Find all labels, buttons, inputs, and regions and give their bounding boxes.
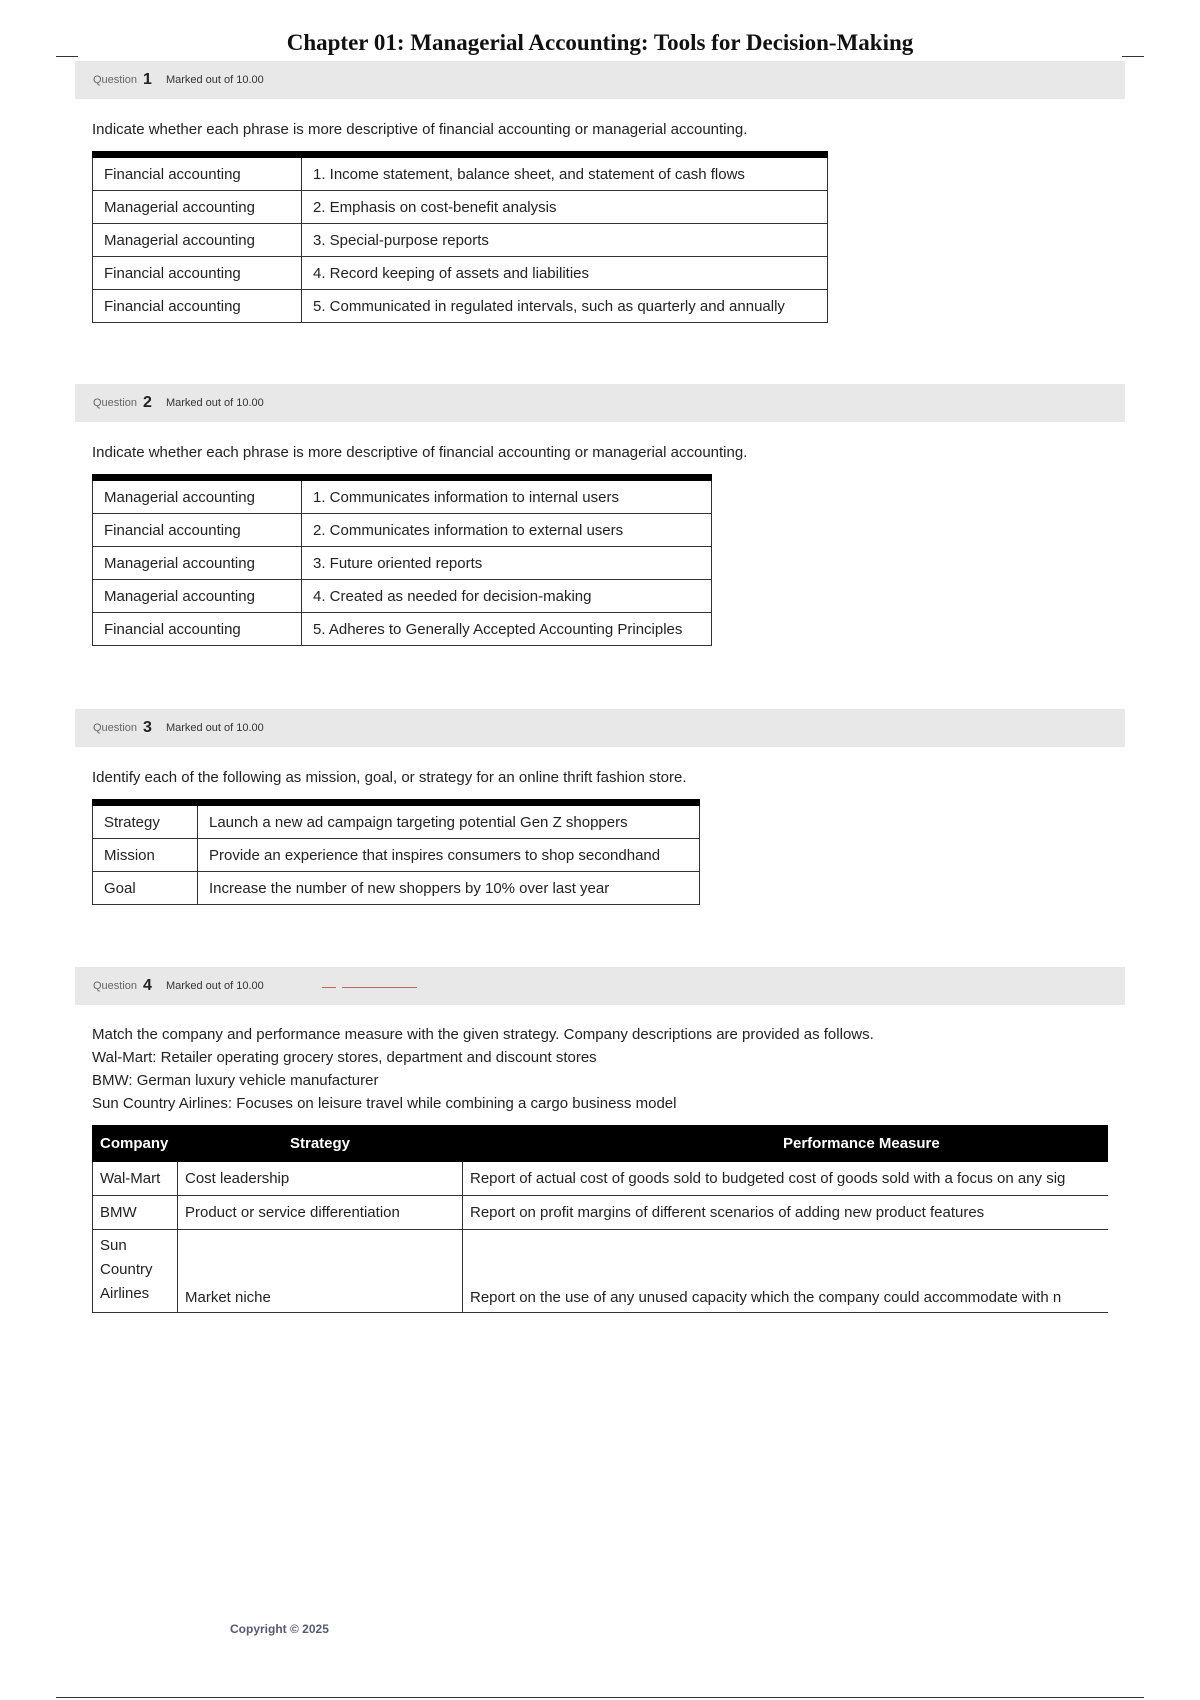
match-table-container[interactable] xyxy=(92,1125,1108,1313)
footer-rule xyxy=(56,1697,1144,1698)
answer-cell[interactable]: Goal xyxy=(93,872,198,905)
measure-cell[interactable]: Report of actual cost of goods sold to budgeted cost of goods sold with a focus on any sig xyxy=(463,1162,1109,1196)
table-row xyxy=(93,155,828,191)
answer-cell[interactable]: Managerial accounting xyxy=(93,191,302,224)
phrase-cell: 4. Record keeping of assets and liabilities xyxy=(302,257,828,290)
answer-cell[interactable]: Financial accounting xyxy=(93,290,302,323)
table-row xyxy=(93,224,828,257)
strategy-cell: Market niche xyxy=(178,1230,463,1313)
match-table xyxy=(92,1125,1108,1313)
phrase-cell: 2. Emphasis on cost-benefit analysis xyxy=(302,191,828,224)
prompt-line: Sun Country Airlines: Focuses on leisure travel while combining a cargo business model xyxy=(92,1095,677,1112)
table-row xyxy=(93,191,828,224)
phrase-cell: Provide an experience that inspires consumers to shop secondhand xyxy=(198,839,700,872)
phrase-cell: 5. Communicated in regulated intervals, such as quarterly and annually xyxy=(302,290,828,323)
table-row xyxy=(93,1196,1109,1230)
phrase-cell: Launch a new ad campaign targeting potential Gen Z shoppers xyxy=(198,803,700,839)
table-row xyxy=(93,872,700,905)
prompt-line: Wal-Mart: Retailer operating grocery stores, department and discount stores xyxy=(92,1049,597,1066)
column-header-company: Company xyxy=(93,1126,178,1162)
answer-cell[interactable]: Managerial accounting xyxy=(93,478,302,514)
answer-cell[interactable]: Strategy xyxy=(93,803,198,839)
table-row xyxy=(93,547,712,580)
question-prompt: Indicate whether each phrase is more descriptive of financial accounting or managerial accounting. xyxy=(92,121,748,138)
answer-cell[interactable]: Managerial accounting xyxy=(93,547,302,580)
table-row xyxy=(93,613,712,646)
strategy-cell: Product or service differentiation xyxy=(178,1196,463,1230)
phrase-cell: Increase the number of new shoppers by 10% over last year xyxy=(198,872,700,905)
question-header xyxy=(75,384,1125,422)
phrase-cell: 3. Future oriented reports xyxy=(302,547,712,580)
table-row xyxy=(93,257,828,290)
document-title: Chapter 01: Managerial Accounting: Tools for Decision-Making xyxy=(286,30,914,55)
column-header-measure: Performance Measure xyxy=(463,1126,1109,1162)
phrase-cell: 1. Income statement, balance sheet, and statement of cash flows xyxy=(302,155,828,191)
phrase-cell: 2. Communicates information to external users xyxy=(302,514,712,547)
measure-cell[interactable]: Report on the use of any unused capacity which the company could accommodate with n xyxy=(463,1230,1109,1313)
question-header xyxy=(75,967,1125,1005)
question-prompt xyxy=(92,1023,1125,1115)
table-row xyxy=(93,478,712,514)
column-header-strategy: Strategy xyxy=(178,1126,463,1162)
question-prompt: Identify each of the following as mission, goal, or strategy for an online thrift fashion store. xyxy=(92,769,687,786)
question-number: 1 xyxy=(143,71,152,88)
answer-cell[interactable]: Financial accounting xyxy=(93,257,302,290)
table-row xyxy=(93,580,712,613)
company-cell[interactable]: Sun Country Airlines xyxy=(93,1230,178,1313)
answer-cell[interactable]: Financial accounting xyxy=(93,514,302,547)
answer-table xyxy=(92,474,712,646)
answer-cell[interactable]: Mission xyxy=(93,839,198,872)
table-row xyxy=(93,1230,1109,1313)
question-mark: Marked out of 10.00 xyxy=(165,74,264,86)
table-row xyxy=(93,290,828,323)
question-number: 4 xyxy=(143,977,152,994)
question-mark: Marked out of 10.00 xyxy=(165,722,264,734)
table-header-row xyxy=(93,1126,1109,1162)
prompt-line: Match the company and performance measure with the given strategy. Company descriptions are provided as follows. xyxy=(92,1026,874,1043)
answer-cell[interactable]: Managerial accounting xyxy=(93,580,302,613)
phrase-cell: 1. Communicates information to internal users xyxy=(302,478,712,514)
phrase-cell: 5. Adheres to Generally Accepted Accounting Principles xyxy=(302,613,712,646)
phrase-cell: 4. Created as needed for decision-making xyxy=(302,580,712,613)
question-word: Question xyxy=(93,722,138,734)
company-cell[interactable]: BMW xyxy=(93,1196,178,1230)
header-decoration xyxy=(322,987,417,993)
table-row xyxy=(93,514,712,547)
question-word: Question xyxy=(93,397,138,409)
question-2 xyxy=(75,384,1125,646)
question-prompt: Indicate whether each phrase is more descriptive of financial accounting or managerial accounting. xyxy=(92,444,748,461)
answer-cell[interactable]: Financial accounting xyxy=(93,613,302,646)
table-row xyxy=(93,803,700,839)
answer-table xyxy=(92,799,700,905)
question-mark: Marked out of 10.00 xyxy=(165,980,264,992)
table-row xyxy=(93,1162,1109,1196)
question-4 xyxy=(75,967,1125,1313)
prompt-line: BMW: German luxury vehicle manufacturer xyxy=(92,1072,379,1089)
question-number: 3 xyxy=(143,719,152,736)
table-row xyxy=(93,839,700,872)
answer-cell[interactable]: Financial accounting xyxy=(93,155,302,191)
phrase-cell: 3. Special-purpose reports xyxy=(302,224,828,257)
strategy-cell: Cost leadership xyxy=(178,1162,463,1196)
header-rule-left xyxy=(56,56,78,57)
question-header xyxy=(75,709,1125,747)
question-1 xyxy=(75,61,1125,323)
question-word: Question xyxy=(93,980,138,992)
measure-cell[interactable]: Report on profit margins of different scenarios of adding new product features xyxy=(463,1196,1109,1230)
question-3 xyxy=(75,709,1125,905)
company-cell[interactable]: Wal-Mart xyxy=(93,1162,178,1196)
question-header xyxy=(75,61,1125,99)
answer-cell[interactable]: Managerial accounting xyxy=(93,224,302,257)
question-word: Question xyxy=(93,74,138,86)
header-rule-right xyxy=(1122,56,1144,57)
copyright-notice: Copyright © 2025 xyxy=(230,1622,329,1636)
question-number: 2 xyxy=(143,394,152,411)
answer-table xyxy=(92,151,828,323)
question-mark: Marked out of 10.00 xyxy=(165,397,264,409)
